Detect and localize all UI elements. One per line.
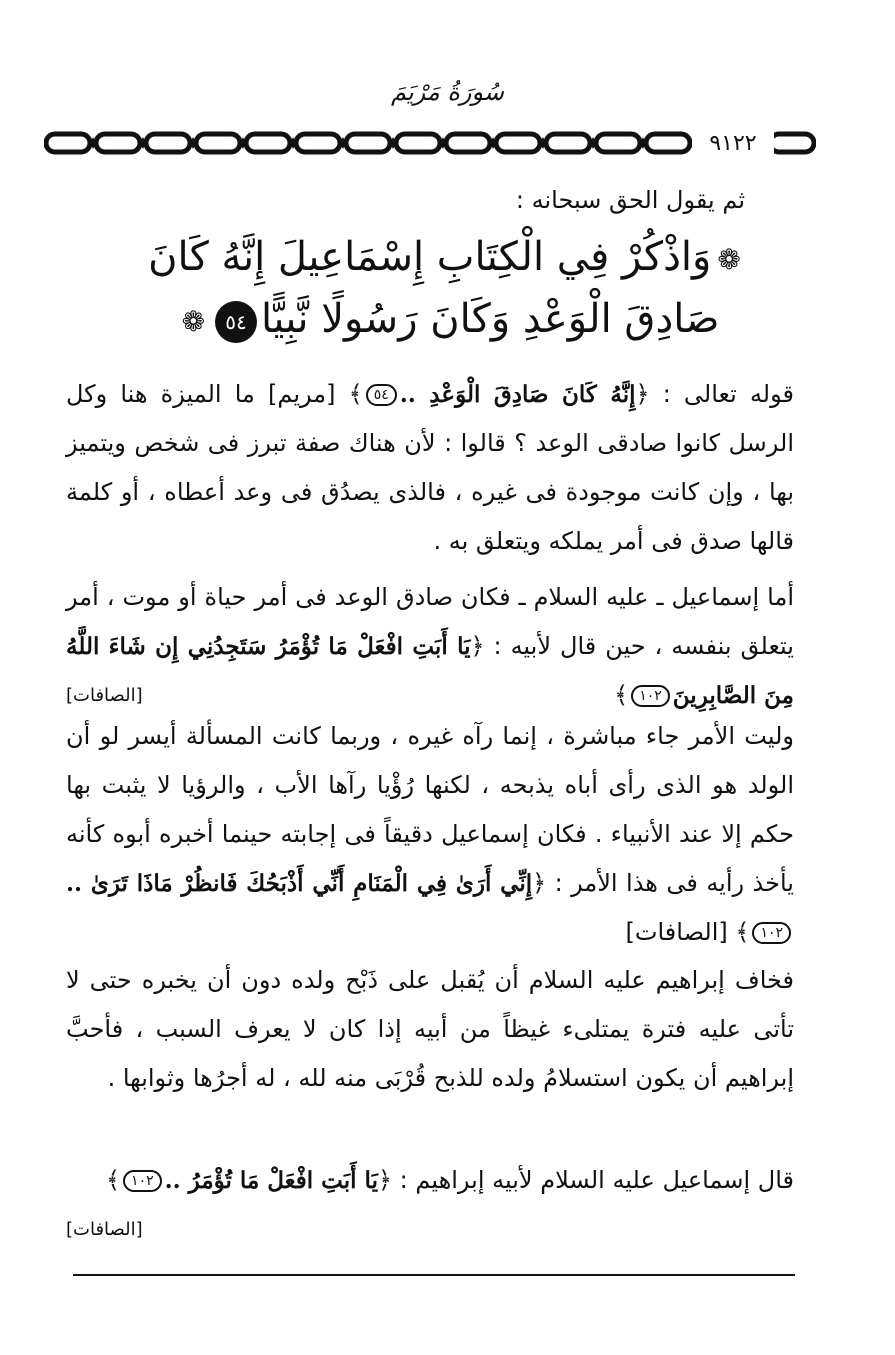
source-ref: [الصافات] (66, 685, 143, 706)
verse-number-badge: ٥٤ (215, 301, 257, 343)
verse-line-1 (0, 226, 895, 288)
verse-end-ornament-icon: ❁ (181, 305, 206, 338)
quran-verse-block (0, 226, 895, 350)
intro-text: ثم يقول الحق سبحانه : (515, 186, 745, 214)
verse-line-2 (0, 288, 895, 350)
paragraph-4: فخاف إبراهيم عليه السلام أن يُقبل على ذَبْح ولده دون أن يخبره حتى لا تأتى عليه فترة يمتلىء غيظاً من أبيه إذا كان لا يعرف السبب ، فأحبَّ إبراهيم أن يكون استسلامُ ولده للذبح قُرْبَى منه لله ، له أجرُها وثوابها . (66, 966, 794, 1092)
paragraph-1: قوله تعالى : ﴿إِنَّهُ كَانَ صَادِقَ الْوَعْدِ ..٥٤﴾ [مريم] ما الميزة هنا وكل الرسل كانوا صادقى الوعد ؟ قالوا : لأن هناك صفة تبرز فى شخص ويتميز بها ، وإن كانت موجودة فى غيره ، فالذى يصدُق فى وعد أعطاه ، أو كلمة قالها صدق فى أمر يملكه ويتعلق به . (66, 380, 794, 555)
quote: إِنَّهُ كَانَ صَادِقَ الْوَعْدِ .. (399, 381, 636, 408)
footer-rule (73, 1274, 795, 1276)
quote: إِنِّي أَرَىٰ فِي الْمَنَامِ أَنِّي أَذْبَحُكَ فَانظُرْ مَاذَا تَرَىٰ .. (66, 870, 533, 897)
quote: يَا أَبَتِ افْعَلْ مَا تُؤْمَرُ .. (164, 1167, 378, 1194)
quote: يَا أَبَتِ افْعَلْ مَا تُؤْمَرُ سَتَجِدُنِي إِن شَاءَ اللَّهُ مِنَ الصَّابِرِينَ (66, 633, 794, 709)
verse-ref-number: ١٠٢ (631, 685, 670, 707)
decorative-border (44, 124, 816, 164)
source-ref: [الصافات] (66, 1219, 143, 1240)
paragraph-3: وليت الأمر جاء مباشرة ، إنما رآه غيره ، وربما كانت المسألة أيسر لو أن الولد هو الذى رأى أباه يذبحه ، لكنها رُؤْيا رآها الأب ، والرؤيا لا يثبت بها حكم إلا عند الأنبياء . فكان إسماعيل دقيقاً فى إجابته حينما أخبره أبوه كأنه يأخذ رأيه فى هذا الأمر : ﴿إِنِّي أَرَىٰ فِي الْمَنَامِ أَنِّي أَذْبَحُكَ فَانظُرْ مَاذَا تَرَىٰ ..١٠٢﴾ [الصافات] (66, 722, 794, 946)
verse-ref-number: ٥٤ (366, 384, 397, 406)
surah-title: سُورَةُ مَرْيَمَ (390, 78, 505, 106)
page-number: ٩١٢٢ (692, 124, 774, 164)
verse-start-ornament-icon: ❁ (717, 243, 741, 276)
verse-ref-number: ١٠٢ (123, 1170, 162, 1192)
verse-text-2: صَادِقَ الْوَعْدِ وَكَانَ رَسُولًا نَّبِيًّا (261, 296, 720, 342)
paragraph-5: قال إسماعيل عليه السلام لأبيه إبراهيم : ﴿يَا أَبَتِ افْعَلْ مَا تُؤْمَرُ ..١٠٢﴾ [الصافات] (66, 1156, 794, 1254)
paragraph-2: أما إسماعيل ـ عليه السلام ـ فكان صادق الوعد فى أمر حياة أو موت ، أمر يتعلق بنفسه ، حين قال لأبيه : ﴿يَا أَبَتِ افْعَلْ مَا تُؤْمَرُ سَتَجِدُنِي إِن شَاءَ اللَّهُ مِنَ الصَّابِرِينَ١٠٢﴾ [الصافات] (66, 573, 794, 720)
verse-text-1: وَاذْكُرْ فِي الْكِتَابِ إِسْمَاعِيلَ إِنَّهُ كَانَ (148, 234, 712, 280)
verse-ref-number: ١٠٢ (752, 922, 791, 944)
